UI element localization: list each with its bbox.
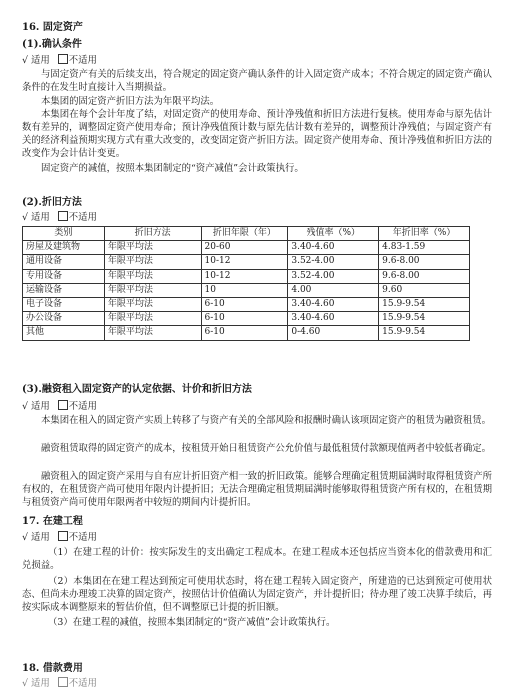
table-cell: 20-60 [201,241,288,255]
section-16-title: 16. 固定资产 [22,22,83,33]
table-header-row [23,227,470,241]
subsection-finance-lease-title: (3).融资租入固定资产的认定依据、计价和折旧方法 [22,384,252,395]
applicability-check-1 [22,54,97,67]
paragraph-finance-lease-depreciation: 融资租入的固定资产采用与自有应计折旧资产相一致的折旧政策。能够合理确定租赁期届满时取得租赁资产所有权的，在租赁资产尚可使用年限内计提折旧；无法合理确定租赁期届满时能够取得租赁资产所有权的，在租赁期与租赁资产尚可使用年限两者中较短的期间内计提折旧。 [22,471,492,508]
paragraph-depreciation-method: 本集团的固定资产折旧方法为年限平均法。 [41,96,220,107]
table-cell: 15.9-9.54 [379,297,470,311]
paragraph-finance-lease-cost: 融资租赁取得的固定资产的成本，按租赁开始日租赁资产公允价值与最低租赁付款额现值两者中较低者确定。 [41,443,492,454]
table-row [23,326,470,340]
table-cell: 通用设备 [23,255,105,269]
table-cell: 10-12 [201,269,288,283]
table-cell: 年限平均法 [104,312,201,326]
header-method: 折旧方法 [104,227,201,241]
table-cell: 年限平均法 [104,255,201,269]
not-applicable-label: 不适用 [68,401,97,412]
check-mark-icon: √ [22,678,28,689]
table-cell: 年限平均法 [104,326,201,340]
paragraph-construction-impairment: （3）在建工程的减值，按照本集团制定的“资产减值”会计政策执行。 [48,617,336,628]
header-useful-life: 折旧年限（年） [201,227,288,241]
applicable-label: 适用 [31,678,50,689]
check-mark-icon: √ [22,212,28,223]
table-row [23,269,470,283]
table-cell: 年限平均法 [104,297,201,311]
applicability-check-5 [22,677,97,690]
applicability-check-4 [22,531,97,544]
section-18-title: 18. 借款费用 [22,663,83,674]
table-cell: 4.83-1.59 [379,241,470,255]
subsection-depreciation-title: (2).折旧方法 [22,197,82,208]
table-row [23,283,470,297]
table-cell: 9.60 [379,283,470,297]
subsection-recognition-title: (1).确认条件 [22,39,82,50]
not-applicable-label: 不适用 [68,55,97,66]
table-cell: 运输设备 [23,283,105,297]
not-applicable-label: 不适用 [68,532,97,543]
empty-checkbox-icon [58,677,68,687]
not-applicable-label: 不适用 [68,678,97,689]
table-row [23,297,470,311]
check-mark-icon: √ [22,401,28,412]
table-cell: 10 [201,283,288,297]
paragraph-annual-review: 本集团在每个会计年度了结，对固定资产的使用寿命、预计净残值和折旧方法进行复核。使用寿命与原先估计数有差异的，调整固定资产使用寿命；预计净残值预计数与原先估计数有差异的，调整预计净残值；与固定资产有关的经济利益预期实现方式有重大改变的，改变固定资产折旧方法。固定资产使用寿命、预计净残值和折旧方法的改变作为会计估计变更。 [22,109,492,159]
depreciation-table [22,226,470,341]
check-mark-icon: √ [22,55,28,66]
paragraph-construction-valuation: （1）在建工程的计价：按实际发生的支出确定工程成本。在建工程成本还包括应当资本化的借款费用和汇兑损益。 [22,547,492,571]
table-cell: 15.9-9.54 [379,326,470,340]
table-cell: 15.9-9.54 [379,312,470,326]
empty-checkbox-icon [58,54,68,64]
table-row [23,255,470,269]
empty-checkbox-icon [58,211,68,221]
table-cell: 3.52-4.00 [288,269,379,283]
not-applicable-label: 不适用 [68,212,97,223]
table-cell: 6-10 [201,326,288,340]
table-cell: 办公设备 [23,312,105,326]
paragraph-impairment: 固定资产的减值，按照本集团制定的“资产减值”会计政策执行。 [41,163,304,174]
applicable-label: 适用 [31,212,50,223]
table-cell: 3.52-4.00 [288,255,379,269]
table-cell: 3.40-4.60 [288,297,379,311]
table-cell: 4.00 [288,283,379,297]
check-mark-icon: √ [22,532,28,543]
table-cell: 年限平均法 [104,241,201,255]
table-cell: 电子设备 [23,297,105,311]
applicable-label: 适用 [31,401,50,412]
table-cell: 0-4.60 [288,326,379,340]
table-cell: 10-12 [201,255,288,269]
section-17-title: 17. 在建工程 [22,516,83,527]
table-cell: 专用设备 [23,269,105,283]
table-cell: 9.6-8.00 [379,269,470,283]
table-cell: 其他 [23,326,105,340]
applicable-label: 适用 [31,55,50,66]
paragraph-construction-transfer: （2）本集团在在建工程达到预定可使用状态时，将在建工程转入固定资产，所建造的已达到预定可使用状态、但尚未办理竣工决算的固定资产，按照估计价值确认为固定资产，并计提折旧；待办理了竣工决算手续后，再按实际成本调整原来的暂估价值，但不调整原已计提的折旧额。 [22,576,492,613]
table-cell: 房屋及建筑物 [23,241,105,255]
empty-checkbox-icon [58,531,68,541]
table-cell: 6-10 [201,312,288,326]
applicability-check-2 [22,211,97,224]
table-cell: 年限平均法 [104,269,201,283]
applicable-label: 适用 [31,532,50,543]
header-category: 类别 [23,227,105,241]
empty-checkbox-icon [58,400,68,410]
paragraph-finance-lease-recognition: 本集团在租入的固定资产实质上转移了与资产有关的全部风险和报酬时确认该项固定资产的租赁为融资租赁。 [41,415,492,426]
table-cell: 6-10 [201,297,288,311]
table-cell: 9.6-8.00 [379,255,470,269]
table-cell: 年限平均法 [104,283,201,297]
table-row [23,241,470,255]
header-residual-rate: 残值率（%） [288,227,379,241]
table-cell: 3.40-4.60 [288,312,379,326]
paragraph-subsequent-expenditure: 与固定资产有关的后续支出，符合规定的固定资产确认条件的计入固定资产成本；不符合规定的固定资产确认条件的在发生时直接计入当期损益。 [22,69,492,93]
table-cell: 3.40-4.60 [288,241,379,255]
applicability-check-3 [22,400,97,413]
header-annual-rate: 年折旧率（%） [379,227,470,241]
table-row [23,312,470,326]
